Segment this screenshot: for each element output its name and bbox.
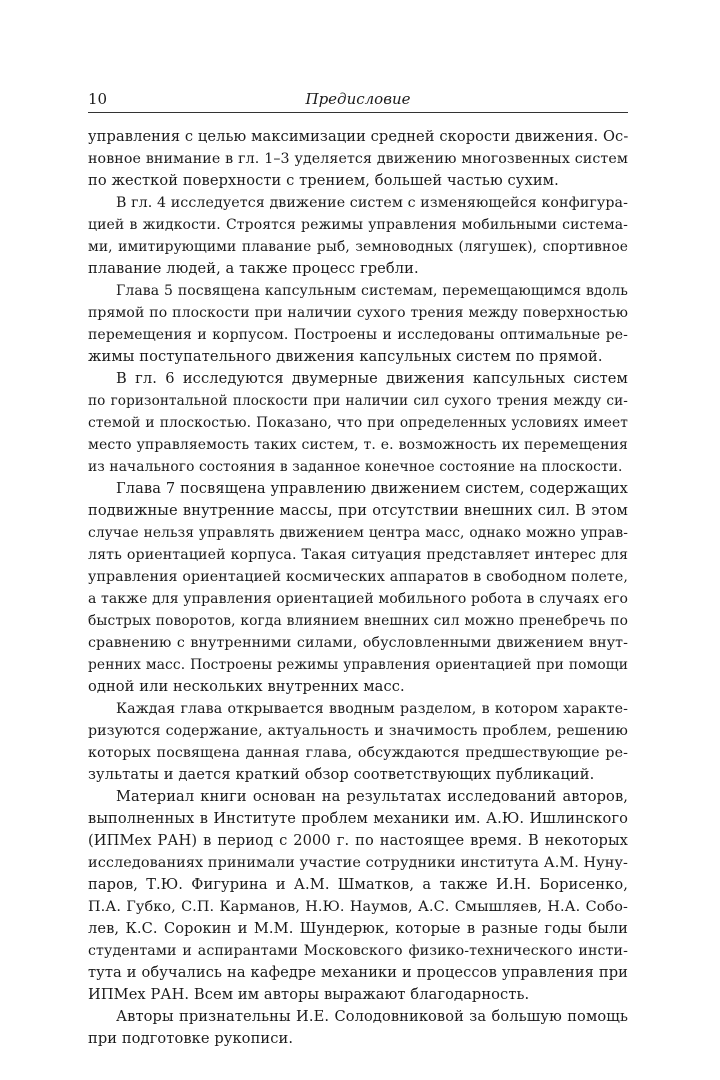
text-line: которых посвящена данная глава, обсуждаются предшествующие ре- — [88, 745, 628, 761]
page-number: 10 — [88, 90, 108, 108]
text-line: сравнению с внутренними силами, обусловленными движением внут- — [88, 635, 628, 651]
text-line: а также для управления ориентацией мобильного робота в случаях его — [88, 591, 628, 607]
text-line: Каждая глава открывается вводным разделом, в котором характе- — [116, 701, 628, 717]
text-line: одной или нескольких внутренних масс. — [88, 678, 405, 695]
text-line: по жесткой поверхности с трением, большей частью сухим. — [88, 172, 559, 189]
text-line: (ИПМех РАН) в период с 2000 г. по настоящее время. В некоторых — [88, 832, 628, 849]
text-line: студентами и аспирантами Московского физико-технического инсти- — [88, 943, 628, 959]
text-line: перемещения и корпусом. Построены и исследованы оптимальные ре- — [88, 327, 628, 343]
text-line: зультаты и дается краткий обзор соответствующих публикаций. — [88, 766, 595, 783]
text-line: Материал книги основан на результатах исследований авторов, — [116, 788, 628, 805]
text-line: тута и обучались на кафедре механики и процессов управления при — [88, 964, 628, 981]
text-line: исследованиях принимали участие сотрудники института А.М. Нуну- — [88, 855, 628, 871]
text-line: Глава 5 посвящена капсульным системам, перемещающимся вдоль — [116, 283, 628, 299]
running-title: Предисловие — [305, 90, 411, 108]
text-line: случае нельзя управлять движением центра масс, однако можно управ- — [88, 525, 628, 541]
text-line: Глава 7 посвящена управлению движением систем, содержащих — [116, 480, 628, 497]
text-line: выполненных в Институте проблем механики им. А.Ю. Ишлинского — [88, 810, 628, 827]
text-line: прямой по плоскости при наличии сухого трения между поверхностью — [88, 305, 628, 321]
text-line: ренних масс. Построены режимы управления ориентацией при помощи — [88, 657, 628, 673]
text-line: лев, К.С. Сорокин и М.М. Шундерюк, которые в разные годы были — [88, 920, 628, 937]
text-line: П.А. Губко, С.П. Карманов, Н.Ю. Наумов, А.С. Смышляев, Н.А. Собо- — [88, 899, 628, 915]
text-line: при подготовке рукописи. — [88, 1030, 294, 1047]
text-line: В гл. 6 исследуются двумерные движения капсульных систем — [116, 370, 628, 387]
text-line: по горизонтальной плоскости при наличии сил сухого трения между си- — [88, 393, 628, 409]
text-line: место управляемость таких систем, т. е. возможность их перемещения — [88, 437, 628, 453]
text-line: управления с целью максимизации средней скорости движения. Ос- — [88, 128, 629, 145]
text-line: новное внимание в гл. 1–3 уделяется движению многозвенных систем — [88, 151, 628, 167]
text-line: ризуются содержание, актуальность и значимость проблем, решению — [88, 723, 628, 739]
text-line: ИПМех РАН. Всем им авторы выражают благодарность. — [88, 986, 530, 1003]
text-line: из начального состояния в заданное конечное состояние на плоскости. — [88, 459, 623, 475]
text-line: стемой и плоскостью. Показано, что при определенных условиях имеет — [88, 415, 628, 431]
text-line: лять ориентацией корпуса. Такая ситуация представляет интерес для — [88, 547, 628, 563]
text-line: ми, имитирующими плавание рыб, земноводных (лягушек), спортивное — [88, 239, 628, 255]
body-text — [88, 126, 628, 1050]
text-line: В гл. 4 исследуется движение систем с изменяющейся конфигура- — [116, 195, 628, 211]
text-line: управления ориентацией космических аппаратов в свободном полете, — [88, 569, 628, 585]
text-line: цией в жидкости. Строятся режимы управления мобильными система- — [88, 217, 628, 233]
text-line: подвижные внутренние массы, при отсутствии внешних сил. В этом — [88, 502, 628, 519]
text-line: паров, Т.Ю. Фигурина и А.М. Шматков, а также И.Н. Борисенко, — [88, 876, 628, 893]
text-line: Авторы признательны И.Е. Солодовниковой за большую помощь — [116, 1008, 628, 1025]
text-line: жимы поступательного движения капсульных систем по прямой. — [88, 348, 603, 365]
running-header — [88, 88, 628, 113]
text-line: плавание людей, а также процесс гребли. — [88, 260, 419, 277]
text-line: быстрых поворотов, когда влиянием внешних сил можно пренебречь по — [88, 613, 628, 629]
